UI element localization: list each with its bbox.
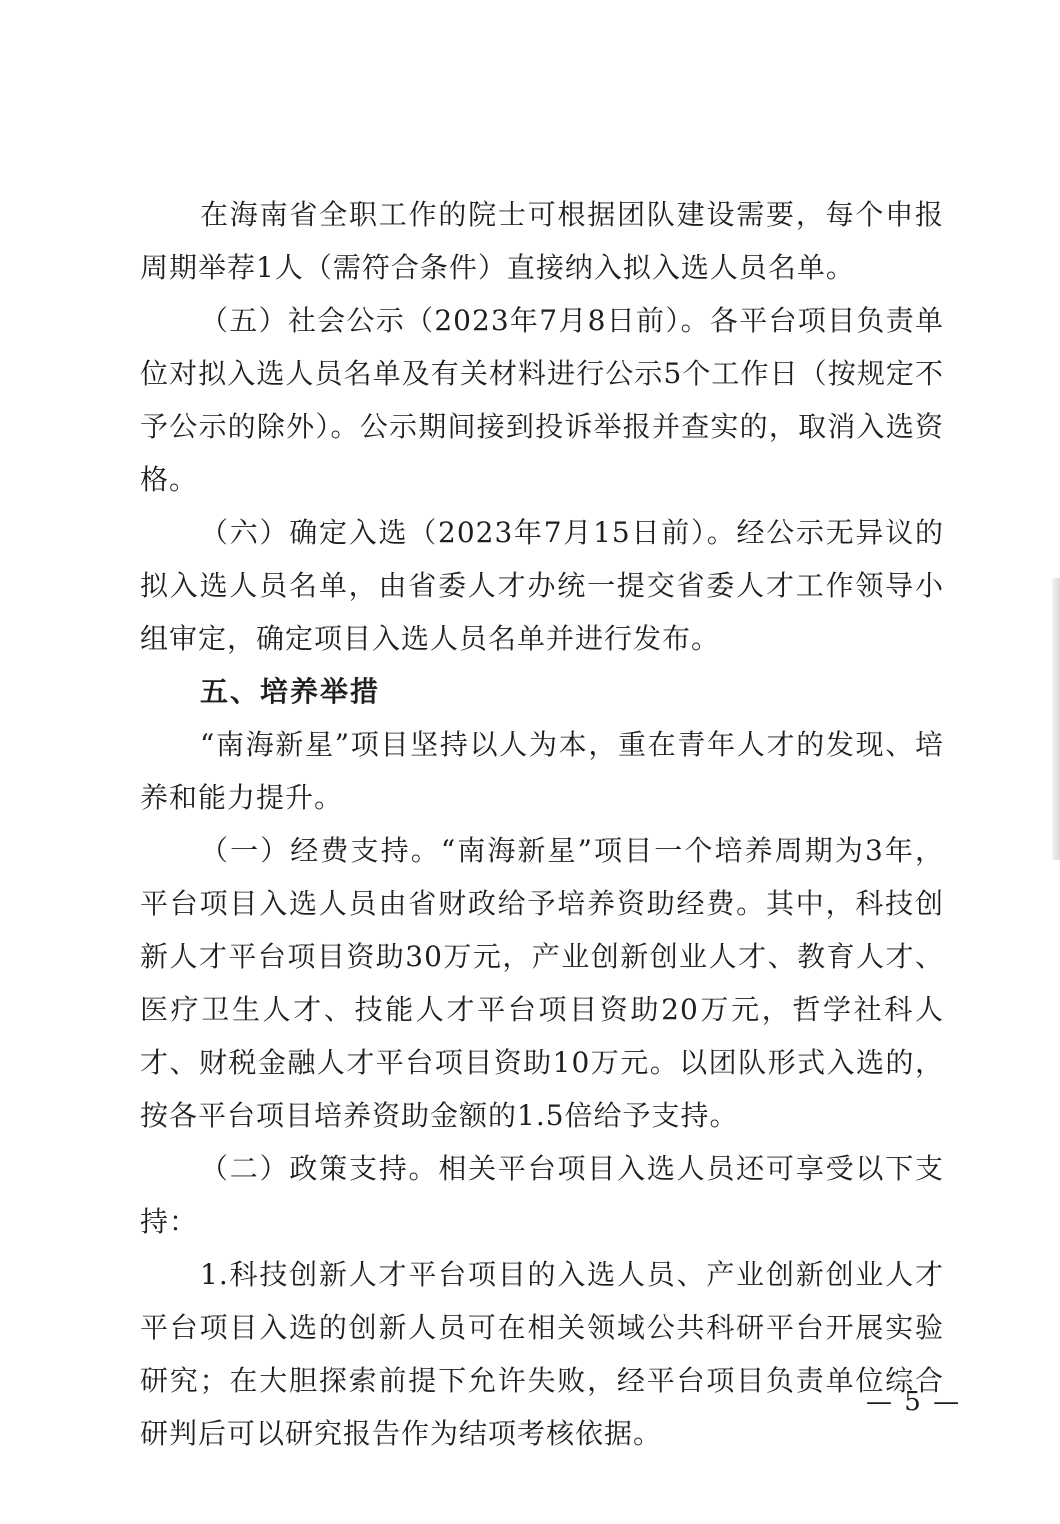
scan-edge-shadow: [1052, 578, 1060, 860]
section-heading-training-measures: 五、培养举措: [200, 675, 381, 708]
paragraph-confirm-selection: （六）确定入选（2023年7月15日前）。经公示无异议的拟入选人员名单，由省委人才办统一提交省委人才工作领导小组审定，确定项目入选人员名单并进行发布。: [140, 516, 944, 655]
paragraph-project-intro: “南海新星”项目坚持以人为本，重在青年人才的发现、培养和能力提升。: [140, 728, 944, 814]
paragraph-research-support: 1.科技创新人才平台项目的入选人员、产业创新创业人才平台项目入选的创新人员可在相关领域公共科研平台开展实验研究；在大胆探索前提下允许失败，经平台项目负责单位综合研判后可以研究报告作为结项考核依据。: [140, 1258, 944, 1450]
paragraph-funding-support: （一）经费支持。“南海新星”项目一个培养周期为3年，平台项目入选人员由省财政给予培养资助经费。其中，科技创新人才平台项目资助30万元，产业创新创业人才、教育人才、医疗卫生人才、技能人才平台项目资助20万元，哲学社科人才、财税金融人才平台项目资助10万元。以团队形式入选的，按各平台项目培养资助金额的1.5倍给予支持。: [140, 834, 944, 1132]
paragraph-academician-recommendation: 在海南省全职工作的院士可根据团队建设需要，每个申报周期举荐1人（需符合条件）直接纳入拟入选人员名单。: [140, 198, 944, 284]
document-body: [140, 188, 944, 1460]
paragraph-public-notice: （五）社会公示（2023年7月8日前）。各平台项目负责单位对拟入选人员名单及有关材料进行公示5个工作日（按规定不予公示的除外）。公示期间接到投诉举报并查实的，取消入选资格。: [140, 304, 944, 496]
page-number: — 5 —: [866, 1387, 962, 1417]
paragraph-policy-support: （二）政策支持。相关平台项目入选人员还可享受以下支持：: [140, 1152, 944, 1238]
